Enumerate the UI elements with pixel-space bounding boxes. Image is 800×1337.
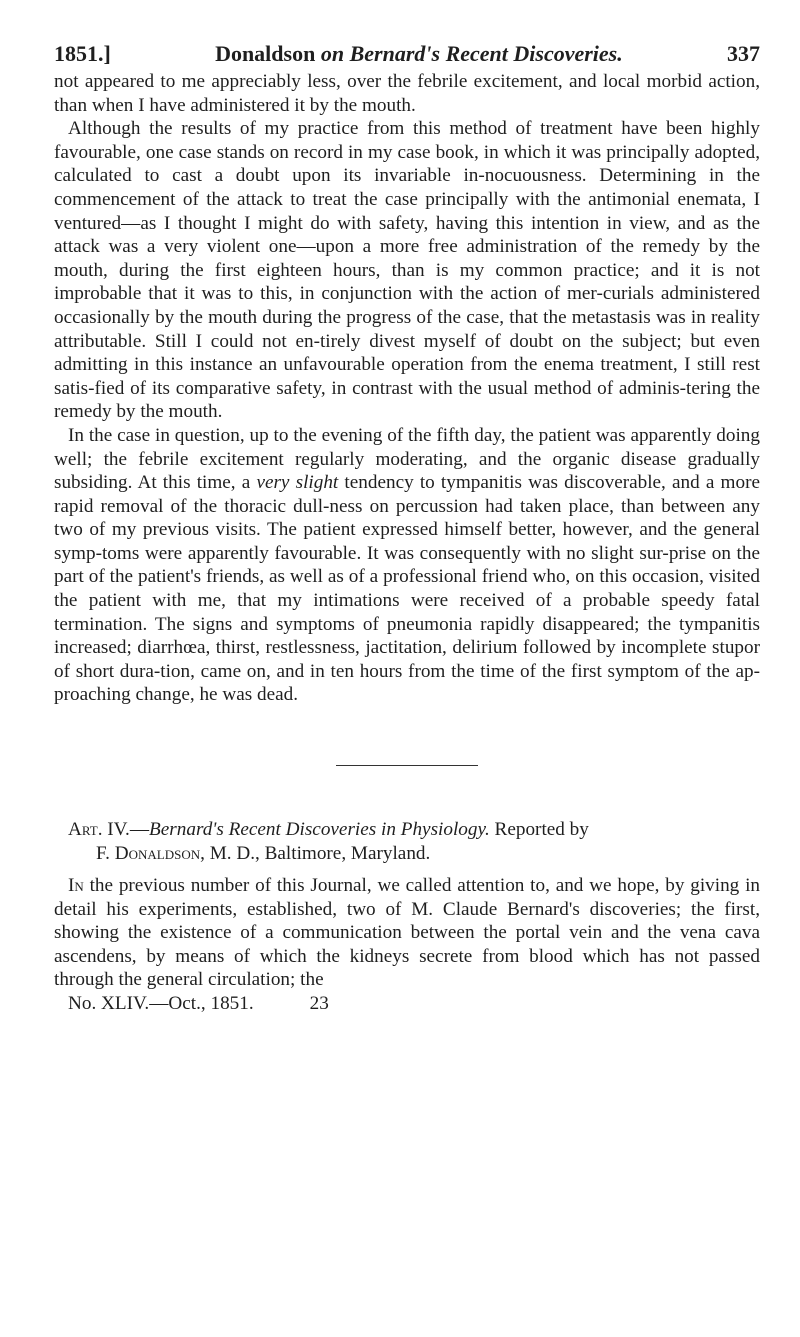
running-header xyxy=(54,40,760,68)
paragraph-3 xyxy=(54,424,760,707)
article-author xyxy=(54,842,760,866)
document-page xyxy=(54,40,760,1016)
header-title-italic: Bernard's Recent Discoveries. xyxy=(344,41,623,66)
author-initial: F. xyxy=(96,843,115,865)
signature-mark: 23 xyxy=(309,993,329,1014)
article-paragraph-text: the previous number of this Journal, we called attention to, and we hope, by giving in detail his experiments, established, two of M. Claude Bernard's discoveries; the first, showing the existence of a communication between the portal vein and the vena cava ascendens, by means of which the kidneys secrete from blood which has not passed through the general circulation; the xyxy=(54,875,760,991)
article-lead-word: In xyxy=(68,875,84,897)
header-year: 1851.] xyxy=(54,41,111,66)
article-label: Art. IV. xyxy=(68,819,130,841)
section-divider xyxy=(336,765,478,766)
page-number: 337 xyxy=(726,41,760,66)
article-title xyxy=(149,819,490,840)
article-heading xyxy=(54,818,760,866)
paragraph-1: not appeared to me appreciably less, over the febrile excitement, and local morbid action, than when I have administered it by the mouth. xyxy=(54,71,760,116)
issue-line: No. XLIV.—Oct., 1851. xyxy=(68,993,254,1014)
paragraph-2: Although the results of my practice from this method of treatment have been highly favourable, one case stands on record in my case book, in which it was principally adopted, calculated to cast a doubt upon its invariable in-nocuousness. Determining in the commencement of the attack to treat the case principally with the antimonial enemata, I ventured—as I thought I might do with safety, having this intention in view, and as the attack was a very violent one—upon a more free administration of the remedy by the mouth, during the first eighteen hours, than is my common practice; and it is not improbable that it was to this, in conjunction with the action of mer-curials administered occasionally by the mouth during the progress of the case, that the metastasis was in reality attributable. Still I could not en-tirely divest myself of doubt on the subject; but even admitting in this instance an unfavourable operation from the enema treatment, I still rest satis-fied of its comparative safety, in contrast with the usual method of adminis-tering the remedy by the mouth. xyxy=(54,118,760,423)
author-rest: , M. D., Baltimore, Maryland. xyxy=(200,843,431,865)
paragraph-3-emphasis: very slight xyxy=(256,472,339,494)
article-dash: — xyxy=(129,819,150,841)
article-paragraph-1 xyxy=(54,874,760,992)
author-name: Donaldson xyxy=(114,843,201,865)
header-title-on: on xyxy=(320,41,345,66)
page-footer xyxy=(54,992,760,1016)
paragraph-3-part-b: tendency to tympanitis was discoverable, and a more rapid removal of the thoracic dull-ness on percussion had taken place, than between any two of my previous visits. The patient expressed himself better, however, and the general symp-toms were apparently favourable. It was consequently with no slight sur-prise on the part of the patient's friends, as well as of a professional friend who, on this occasion, visited the patient with me, that my intimations were received of a probable speedy fatal termination. The signs and symptoms of pneumonia rapidly disappeared; the tympanitis increased; diarrhœa, thirst, restlessness, jactitation, delirium followed by incomplete stupor of short dura-tion, came on, and in ten hours from the time of the first symptom of the ap-proaching change, he was dead. xyxy=(54,472,760,706)
header-title xyxy=(215,40,623,68)
article-title-text: Bernard's Recent Discoveries in Physiology. xyxy=(149,819,490,841)
paragraph-3-part-a: In the case in question, up to the evening of the fifth day, the patient was apparently doing well; the febrile excitement regularly moderating, and the organic disease gradually subsiding. At this time, a xyxy=(54,424,760,494)
header-title-prefix: Donaldson xyxy=(215,41,321,66)
article-reported: Reported by xyxy=(489,819,589,841)
